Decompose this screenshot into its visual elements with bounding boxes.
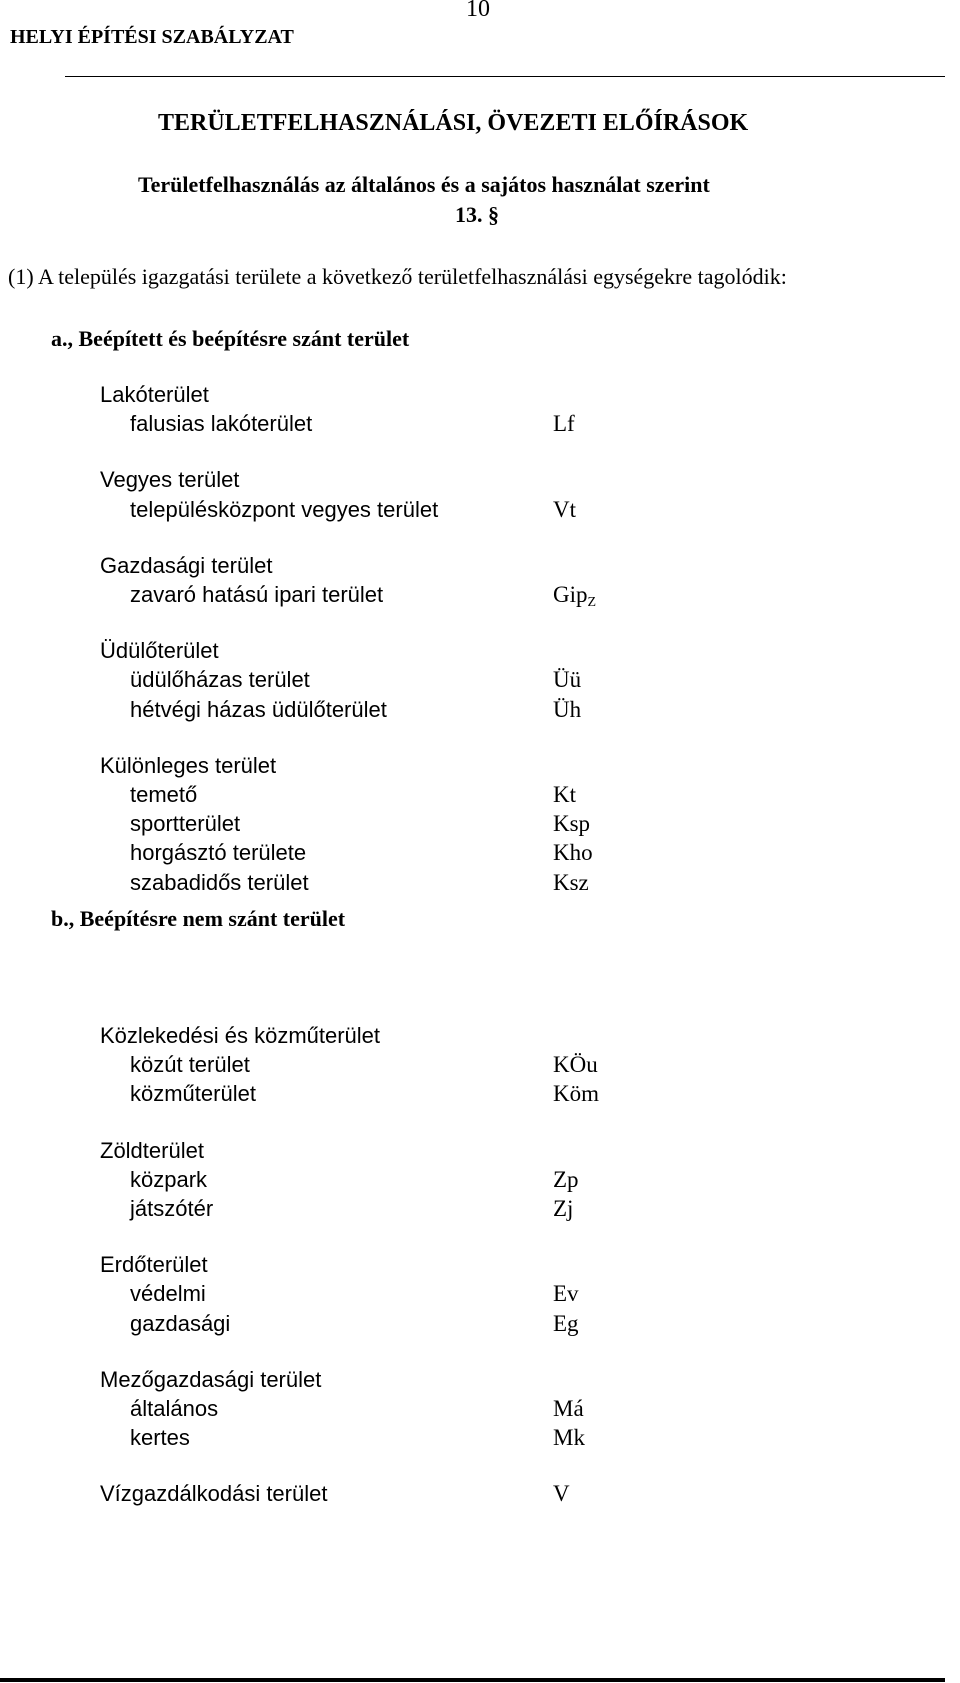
page-subtitle: Területfelhasználás az általános és a sajátos használat szerint [138, 172, 710, 197]
section-b-item-name: közpark [130, 1166, 208, 1192]
section-b-item-code: Mk [553, 1425, 585, 1451]
running-header: HELYI ÉPÍTÉSI SZABÁLYZAT [10, 26, 294, 48]
section-b-heading: b., Beépítésre nem szánt terület [51, 906, 346, 931]
section-a-group-label: Üdülőterület [100, 638, 219, 664]
section-a-heading: a., Beépített és beépítésre szánt terület [51, 326, 410, 351]
section-b-item-name: védelmi [130, 1281, 206, 1307]
section-a-group-label: Gazdasági terület [100, 552, 273, 578]
section-number: 13. § [455, 202, 499, 227]
section-a-item-code-subscript: Z [587, 595, 597, 610]
section-b-item-code: KÖu [553, 1052, 598, 1078]
section-a-item-name: temető [130, 782, 198, 807]
section-b-item-name: játszótér [130, 1196, 214, 1221]
section-a-item-name: településközpont vegyes terület [130, 496, 439, 522]
section-a-item-name: sportterület [130, 811, 241, 837]
section-b-item-name: kertes [130, 1425, 190, 1451]
section-a-item-code: Kt [553, 782, 576, 807]
section-b-group-label: Közlekedési és közműterület [100, 1023, 381, 1048]
section-a-item-code: Gip$_Z$ [553, 582, 597, 610]
section-b-item-name: közműterület [130, 1081, 256, 1107]
section-a-item-name: zavaró hatású ipari terület [130, 582, 384, 607]
section-a-group-label: Lakóterület [100, 382, 209, 407]
section-b-item-code: Má [553, 1396, 584, 1421]
section-a-item-code: Lf [553, 411, 575, 437]
section-a-item-code: Ksz [553, 869, 589, 895]
page-title: TERÜLETFELHASZNÁLÁSI, ÖVEZETI ELŐÍRÁSOK [158, 110, 749, 136]
section-b-item-code: Zp [553, 1166, 579, 1192]
section-a-group-label: Vegyes terület [100, 467, 240, 493]
footer-divider [0, 1678, 945, 1682]
section-b-item-code: Eg [553, 1310, 579, 1336]
section-a-item-code: Vt [553, 496, 576, 522]
intro-paragraph: (1) A település igazgatási területe a következő területfelhasználási egységekre tagolódik: [8, 264, 787, 289]
section-b-item-name: közút terület [130, 1052, 250, 1078]
section-a-item-name: hétvégi házas üdülőterület [130, 696, 387, 722]
section-a-item-name: falusias lakóterület [130, 411, 313, 437]
section-b-group-label: Erdőterület [100, 1252, 208, 1278]
section-b-group-label: Mezőgazdasági terület [100, 1366, 322, 1392]
section-b-item-code: Zj [553, 1196, 574, 1221]
section-a-item-name: horgásztó területe [130, 840, 307, 866]
header-divider [65, 76, 945, 77]
section-a-item-code: Üh [553, 696, 582, 722]
section-b-item-code: Köm [553, 1081, 599, 1107]
section-b-group-code: V [553, 1481, 570, 1507]
section-a-item-code: Ksp [553, 811, 591, 837]
section-b-item-name: általános [130, 1396, 219, 1421]
section-b-group-label: Zöldterület [100, 1137, 204, 1163]
section-b-group-label: Vízgazdálkodási terület [100, 1481, 328, 1507]
page-number: 10 [466, 0, 490, 22]
section-b-item-name: gazdasági [130, 1310, 231, 1336]
section-a-item-name: szabadidős terület [130, 869, 309, 895]
section-a-item-code: Kho [553, 840, 593, 866]
section-a-item-name: üdülőházas terület [130, 667, 310, 693]
section-a-group-label: Különleges terület [100, 752, 277, 778]
section-a-item-code: Üü [553, 667, 582, 693]
section-b-item-code: Ev [553, 1281, 579, 1307]
